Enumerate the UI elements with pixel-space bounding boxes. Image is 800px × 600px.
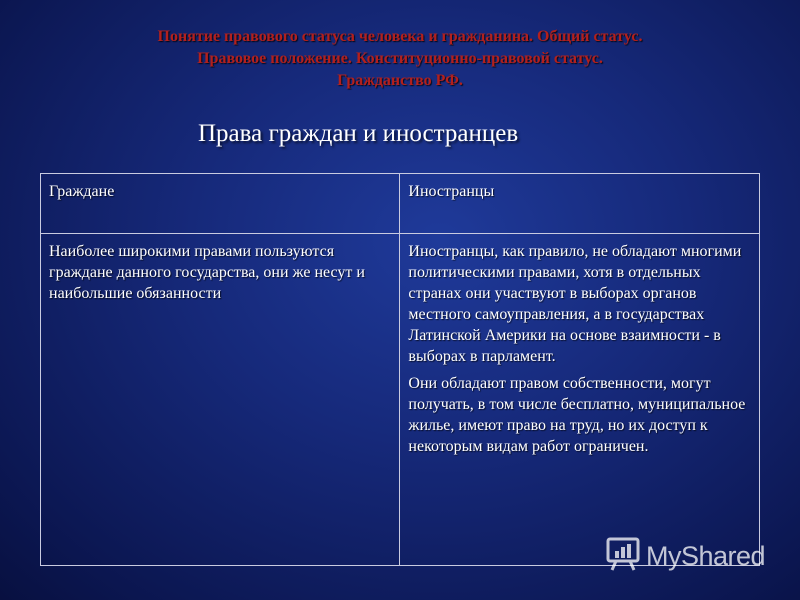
slide-header	[100, 26, 700, 92]
watermark-text: MyShared	[646, 541, 766, 571]
table-row	[41, 234, 760, 566]
header-line-3: Гражданство РФ.	[337, 72, 463, 89]
citizens-text: Наиболее широкими правами пользуются граждане данного государства, они же несут и наибольшие обязанности	[49, 243, 365, 302]
slide-title: Права граждан и иностранцев	[198, 120, 519, 147]
presentation-board-icon	[606, 536, 640, 577]
table-header-row	[41, 174, 760, 234]
header-line-2: Правовое положение. Конституционно-правовой статус.	[197, 50, 603, 67]
header-foreigners: Иностранцы	[400, 174, 760, 234]
rights-comparison-table	[40, 173, 760, 566]
header-line-1: Понятие правового статуса человека и гражданина. Общий статус.	[157, 28, 643, 45]
foreigners-cell	[400, 234, 760, 566]
foreigners-paragraph-2: Они обладают правом собственности, могут получать, в том числе бесплатно, муниципальное жилье, имеют право на труд, но их доступ к некоторым видам работ ограничен.	[408, 375, 746, 455]
citizens-cell	[41, 234, 400, 566]
myshared-watermark	[606, 536, 765, 577]
header-citizens: Граждане	[41, 174, 400, 234]
foreigners-paragraph-1: Иностранцы, как правило, не обладают многими политическими правами, хотя в отдельных странах они участвуют в выборах органов местного самоуправления, а в государствах Латинской Америки на основе взаимности - в выборах в парламент.	[408, 243, 742, 365]
